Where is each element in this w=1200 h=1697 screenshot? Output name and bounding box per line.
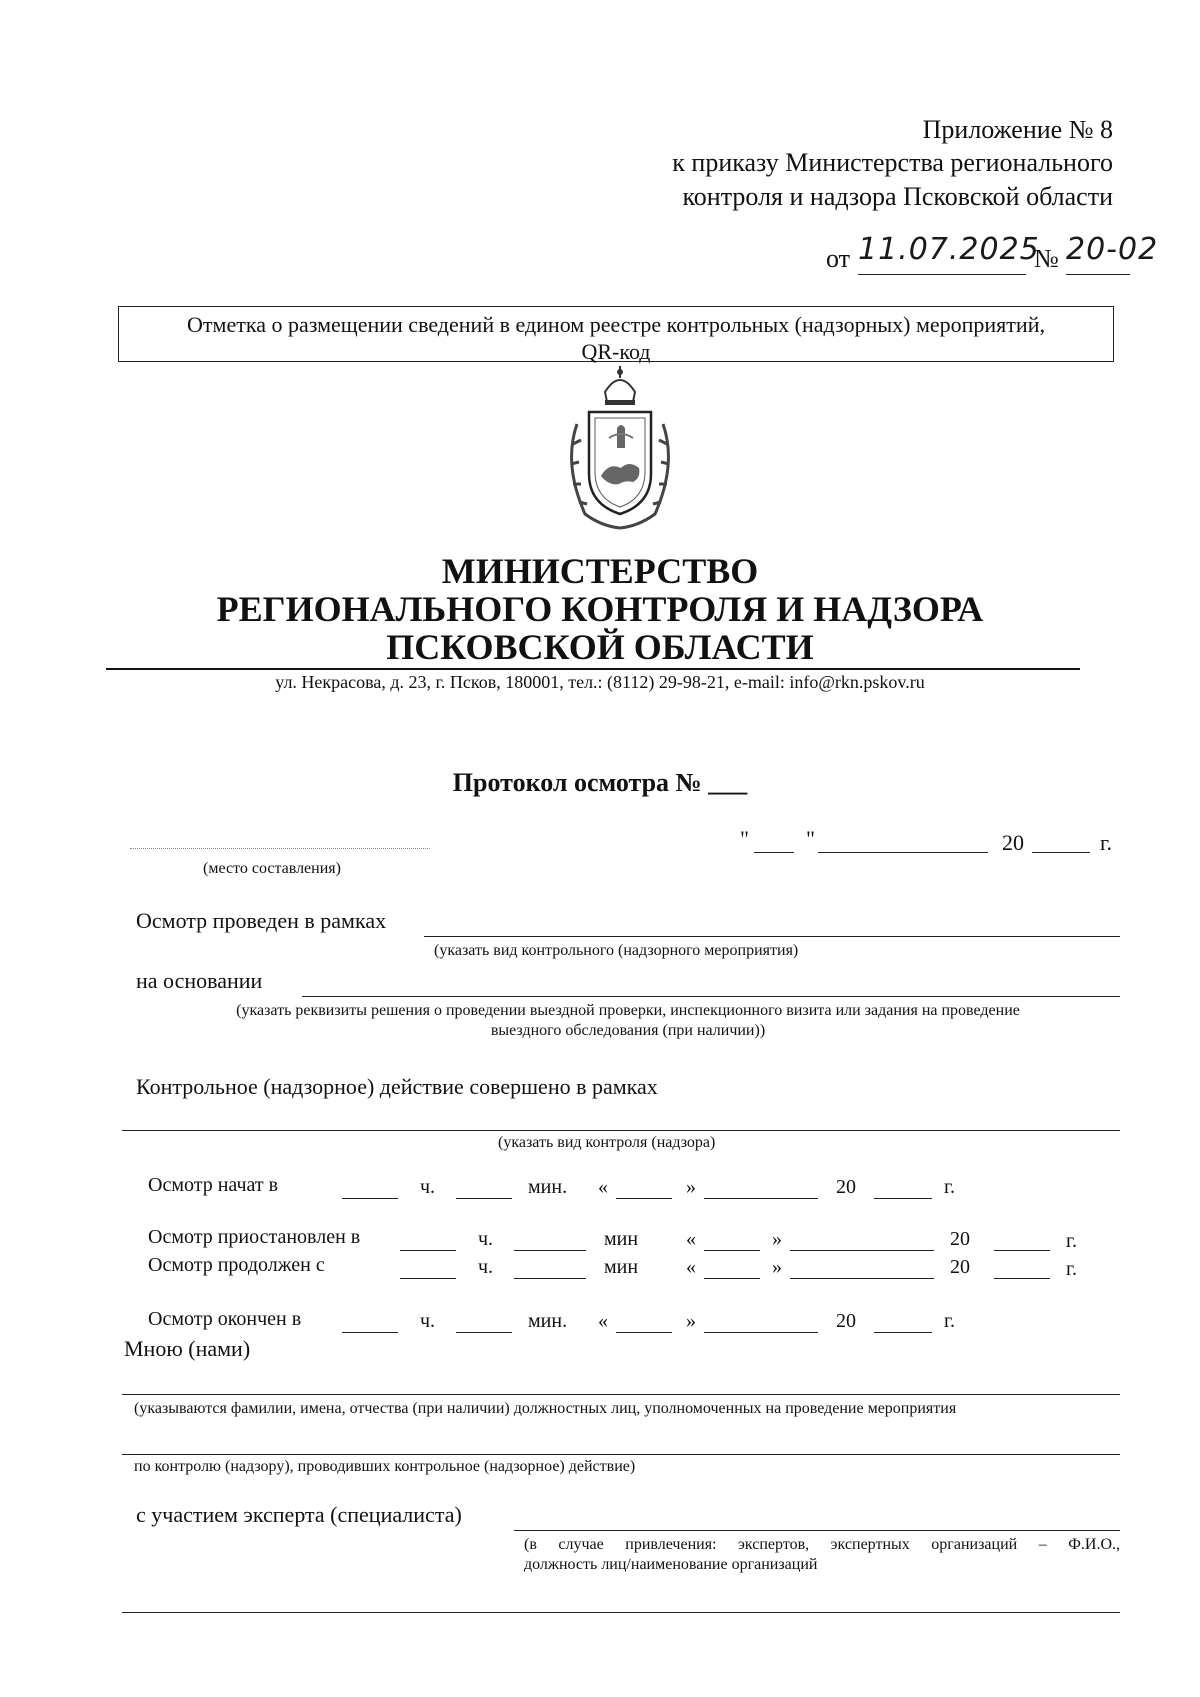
continued-month-line[interactable] bbox=[790, 1278, 934, 1279]
ended-hour-line[interactable] bbox=[342, 1332, 398, 1333]
header-divider bbox=[106, 668, 1080, 670]
expert-label: с участием эксперта (специалиста) bbox=[136, 1502, 462, 1527]
date-quote-open: " bbox=[740, 826, 749, 851]
inspection-within-hint: (указать вид контрольного (надзорного мероприятия) bbox=[434, 942, 799, 959]
started-hour-line[interactable] bbox=[342, 1198, 398, 1199]
ended-min-label: мин. bbox=[528, 1310, 568, 1332]
registry-notice-line2: QR-код bbox=[581, 339, 651, 364]
suspended-yr: г. bbox=[1066, 1230, 1077, 1252]
continued-lquote: « bbox=[686, 1256, 696, 1278]
started-label: Осмотр начат в bbox=[148, 1174, 279, 1196]
continued-rquote: » bbox=[772, 1256, 782, 1278]
continued-day-line[interactable] bbox=[704, 1278, 760, 1279]
ended-yr: г. bbox=[944, 1310, 955, 1332]
by-us-label: Мною (нами) bbox=[124, 1336, 251, 1361]
continued-min-label: мин bbox=[604, 1256, 639, 1278]
inspection-within-label: Осмотр проведен в рамках bbox=[136, 908, 387, 933]
continued-hour-line[interactable] bbox=[400, 1278, 456, 1279]
started-day-line[interactable] bbox=[616, 1198, 672, 1199]
date-underline bbox=[858, 274, 1026, 275]
ended-month-line[interactable] bbox=[704, 1332, 818, 1333]
basis-hint-line2: выездного обследования (при наличии)) bbox=[490, 1022, 766, 1039]
month-line bbox=[818, 852, 988, 853]
started-month-line[interactable] bbox=[704, 1198, 818, 1199]
ended-year-line[interactable] bbox=[874, 1332, 932, 1333]
year-suffix: г. bbox=[1100, 830, 1113, 855]
day-line bbox=[754, 852, 794, 853]
year-line bbox=[1032, 852, 1090, 853]
ended-hour-label: ч. bbox=[420, 1310, 436, 1332]
number-label: № bbox=[1034, 244, 1059, 273]
suspended-lquote: « bbox=[686, 1228, 696, 1250]
started-hour-label: ч. bbox=[420, 1176, 436, 1198]
ended-min-line[interactable] bbox=[456, 1332, 512, 1333]
started-rquote: » bbox=[686, 1176, 696, 1198]
by-us-line2[interactable] bbox=[122, 1454, 1120, 1455]
year-prefix: 20 bbox=[1002, 830, 1024, 855]
continued-yr: г. bbox=[1066, 1258, 1077, 1280]
action-within-hint: (указать вид контроля (надзора) bbox=[498, 1134, 716, 1151]
by-us-hint-line1: (указываются фамилии, имена, отчества (при наличии) должностных лиц, уполномоченных на проведение мероприятия bbox=[134, 1400, 957, 1417]
date-from-label: от bbox=[826, 244, 851, 273]
started-yr: г. bbox=[944, 1176, 955, 1198]
by-us-hint-line2: по контролю (надзору), проводивших контрольное (надзорное) действие) bbox=[134, 1458, 636, 1475]
order-reference-line2: контроля и надзора Псковской области bbox=[682, 182, 1113, 211]
continued-hour-label: ч. bbox=[478, 1256, 494, 1278]
suspended-month-line[interactable] bbox=[790, 1250, 934, 1251]
suspended-label: Осмотр приостановлен в bbox=[148, 1226, 361, 1248]
started-year-line[interactable] bbox=[874, 1198, 932, 1199]
registry-notice-line1: Отметка о размещении сведений в едином реестре контрольных (надзорных) мероприятий, bbox=[187, 312, 1045, 337]
continued-min-line[interactable] bbox=[514, 1278, 586, 1279]
suspended-min-label: мин bbox=[604, 1228, 639, 1250]
appendix-number: Приложение № 8 bbox=[922, 115, 1113, 144]
place-line bbox=[130, 848, 430, 849]
ministry-title-line2: РЕГИОНАЛЬНОГО КОНТРОЛЯ И НАДЗОРА bbox=[216, 589, 984, 629]
inspection-within-line[interactable] bbox=[424, 936, 1120, 937]
action-within-line[interactable] bbox=[122, 1130, 1120, 1131]
suspended-hour-label: ч. bbox=[478, 1228, 494, 1250]
ended-label: Осмотр окончен в bbox=[148, 1308, 302, 1330]
basis-line[interactable] bbox=[302, 996, 1120, 997]
basis-label: на основании bbox=[136, 968, 263, 993]
suspended-min-line[interactable] bbox=[514, 1250, 586, 1251]
suspended-year20: 20 bbox=[950, 1228, 970, 1250]
started-lquote: « bbox=[598, 1176, 608, 1198]
basis-hint-line1: (указать реквизиты решения о проведении выездной проверки, инспекционного визита или задания на проведение bbox=[236, 1002, 1020, 1019]
suspended-year-line[interactable] bbox=[994, 1250, 1050, 1251]
ended-year20: 20 bbox=[836, 1310, 856, 1332]
continued-year-line[interactable] bbox=[994, 1278, 1050, 1279]
protocol-title: Протокол осмотра № ___ bbox=[452, 768, 748, 797]
suspended-day-line[interactable] bbox=[704, 1250, 760, 1251]
ministry-address: ул. Некрасова, д. 23, г. Псков, 180001, тел.: (8112) 29-98-21, e-mail: info@rkn.pskov.ru bbox=[275, 672, 925, 692]
suspended-hour-line[interactable] bbox=[400, 1250, 456, 1251]
expert-hint-line1: (в случае привлечения: экспертов, экспертных организаций – Ф.И.О., bbox=[524, 1536, 1120, 1553]
order-reference-line1: к приказу Министерства регионального bbox=[672, 148, 1113, 177]
ended-rquote: » bbox=[686, 1310, 696, 1332]
ended-lquote: « bbox=[598, 1310, 608, 1332]
expert-line[interactable] bbox=[514, 1530, 1120, 1531]
coat-of-arms-icon bbox=[555, 364, 685, 534]
date-quote-close: " bbox=[806, 826, 815, 851]
continued-year20: 20 bbox=[950, 1256, 970, 1278]
handwritten-date: 11.07.2025 bbox=[858, 232, 1040, 267]
started-min-line[interactable] bbox=[456, 1198, 512, 1199]
continued-label: Осмотр продолжен с bbox=[148, 1254, 325, 1276]
registry-notice-box bbox=[118, 306, 1114, 362]
place-hint: (место составления) bbox=[203, 860, 341, 877]
number-underline bbox=[1066, 274, 1130, 275]
started-year20: 20 bbox=[836, 1176, 856, 1198]
ended-day-line[interactable] bbox=[616, 1332, 672, 1333]
suspended-rquote: » bbox=[772, 1228, 782, 1250]
expert-extra-line[interactable] bbox=[122, 1612, 1120, 1613]
ministry-title-line3: ПСКОВСКОЙ ОБЛАСТИ bbox=[386, 627, 814, 667]
handwritten-number: 20-02 bbox=[1066, 232, 1159, 267]
action-within-label: Контрольное (надзорное) действие совершено в рамках bbox=[136, 1074, 658, 1099]
ministry-title-line1: МИНИСТЕРСТВО bbox=[441, 551, 759, 591]
by-us-line1[interactable] bbox=[122, 1394, 1120, 1395]
started-min-label: мин. bbox=[528, 1176, 568, 1198]
expert-hint-line2: должность лиц/наименование организаций bbox=[524, 1556, 818, 1573]
